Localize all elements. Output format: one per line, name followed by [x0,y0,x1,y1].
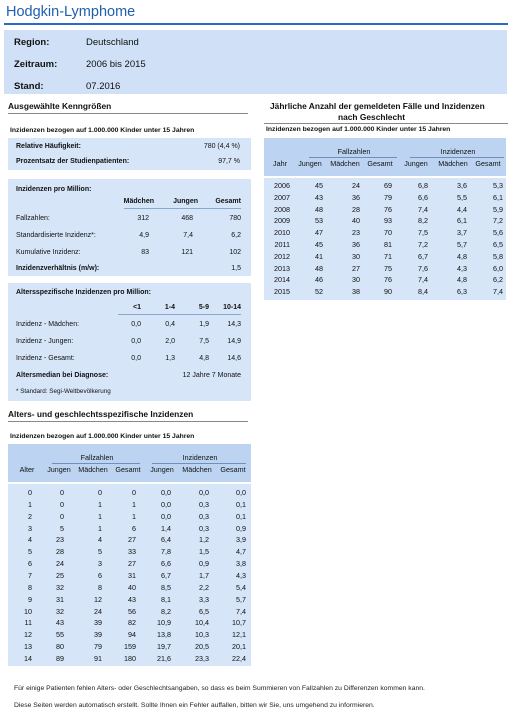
age-row-cell: 10,7 [232,618,246,628]
yearly-col-total-cases: Gesamt [367,159,393,168]
age-group-cases: Fallzahlen [80,453,114,462]
yearly-row-cell: 76 [384,275,392,285]
yearly-row-cell: 6,1 [457,216,467,226]
yearly-row-cell: 53 [315,216,323,226]
age-row-cell: 32 [56,582,64,592]
yearly-row-cell: 40 [352,216,360,226]
yearly-row-cell: 6,1 [493,192,503,202]
yearly-row-cell: 69 [384,181,392,190]
age-col-boys-cases: Jungen [47,465,71,474]
yearly-row-cell: 52 [315,287,323,297]
age-row-cell: 0,9 [236,523,246,533]
yearly-row-cell: 23 [352,228,360,238]
age-row-cell: 1 [98,523,102,533]
age-row-cell: 1,7 [199,570,209,580]
age-median-value: 12 Jahre 7 Monate [182,372,241,379]
age-col-boys-incidence: Jungen [150,465,174,474]
age-row-cell: 31 [128,570,136,580]
yearly-row-cell: 24 [352,181,360,190]
yearly-group-cases: Fallzahlen [337,147,371,156]
age-row-cell: 22,4 [232,653,246,663]
age-col-age: Alter [19,465,35,474]
age-row-cell: 4 [28,535,32,545]
age-row-cell: 55 [56,630,64,640]
age-row-cell: 19,7 [157,642,171,652]
yearly-cases-subtitle: Inzidenzen bezogen auf 1.000.000 Kinder unter 15 Jahren [266,126,451,133]
yearly-row-cell: 7,5 [418,228,428,238]
yearly-col-total-incidence: Gesamt [475,159,501,168]
age-row-cell: 0,3 [199,511,209,521]
header-info-panel [4,30,507,94]
age-incidence-total-label: Inzidenz - Gesamt: [16,355,75,362]
age-row-cell: 80 [56,642,64,652]
yearly-row-cell: 6,2 [493,275,503,285]
age-row-cell: 3,3 [199,594,209,604]
yearly-row-cell: 79 [384,192,392,202]
yearly-row-cell: 28 [352,204,360,214]
yearly-row-cell: 70 [384,228,392,238]
yearly-row-cell: 2008 [274,204,290,214]
age-row-cell: 0,9 [199,559,209,569]
age-row-cell: 1 [28,499,32,509]
age-row-cell: 10,4 [195,618,209,628]
age-row-cell: 8,2 [161,606,171,616]
age-incidence-girls-5-9: 1,9 [199,321,209,328]
incidence-per-million-box [8,179,251,276]
yearly-row-cell: 5,3 [493,181,503,190]
yearly-row-cell: 2010 [274,228,290,238]
age-row-cell: 10,3 [195,630,209,640]
yearly-row-cell: 7,6 [418,263,428,273]
yearly-row-cell: 2013 [274,263,290,273]
age-row-cell: 9 [28,594,32,604]
page-title: Hodgkin-Lymphome [6,4,136,20]
yearly-row-cell: 8,2 [418,216,428,226]
age-row-cell: 8 [28,582,32,592]
yearly-row-cell: 4,3 [457,263,467,273]
age-row-cell: 7 [28,570,32,580]
col-header-girls: Mädchen [123,198,154,205]
age-row-cell: 6,7 [161,570,171,580]
case-count-total: 780 [229,215,241,222]
age-incidence-total-under1: 0,0 [131,355,141,362]
yearly-row-cell: 4,8 [457,251,467,261]
cumulative-incidence-boys: 121 [181,249,193,256]
status-label: Stand: [14,81,44,92]
cumulative-incidence-label: Kumulative Inzidenz: [16,249,81,256]
yearly-row-cell: 2011 [274,240,290,249]
age-row-cell: 3 [28,523,32,533]
yearly-row-cell: 38 [352,287,360,297]
yearly-row-cell: 3,6 [457,181,467,190]
col-header-1-4: 1-4 [164,304,175,311]
yearly-row-cell: 47 [315,228,323,238]
yearly-row-cell: 6,8 [418,181,428,190]
age-row-cell: 12 [24,630,32,640]
yearly-row-cell: 46 [315,275,323,285]
yearly-row-cell: 5,9 [493,204,503,214]
age-row-cell: 4,3 [236,570,246,580]
age-row-cell: 0,1 [236,511,246,521]
period-label: Zeitraum: [14,59,58,70]
age-incidence-total-5-9: 4,8 [199,355,209,362]
yearly-row-cell: 7,4 [418,275,428,285]
age-incidence-total-10-14: 14,6 [227,355,241,362]
yearly-row-cell: 36 [352,240,360,249]
age-row-cell: 3 [98,559,102,569]
study-percentage-value: 97,7 % [218,158,240,165]
yearly-row-cell: 48 [315,263,323,273]
yearly-row-cell: 2014 [274,275,290,285]
age-row-cell: 94 [128,630,136,640]
age-specific-incidence-box [8,283,251,401]
yearly-row-cell: 2007 [274,192,290,202]
yearly-row-cell: 6,5 [493,240,503,249]
age-row-cell: 0,0 [161,499,171,509]
age-row-cell: 31 [56,594,64,604]
age-row-cell: 0 [132,488,136,497]
age-row-cell: 32 [56,606,64,616]
yearly-row-cell: 2009 [274,216,290,226]
age-row-cell: 8 [98,582,102,592]
age-sex-title: Alters- und geschlechtsspezifische Inzidenzen [8,409,194,419]
age-col-total-incidence: Gesamt [220,465,246,474]
age-row-cell: 56 [128,606,136,616]
col-header-boys: Jungen [173,198,198,205]
yearly-table-header [264,138,506,176]
age-row-cell: 20,5 [195,642,209,652]
age-median-label: Altersmedian bei Diagnose: [16,372,109,379]
yearly-col-girls-cases: Mädchen [330,159,360,168]
header-divider [124,208,241,209]
age-row-cell: 0 [60,511,64,521]
age-row-cell: 0,0 [161,488,171,497]
age-incidence-girls-10-14: 14,3 [227,321,241,328]
age-row-cell: 2,2 [199,582,209,592]
age-row-cell: 8,1 [161,594,171,604]
age-row-cell: 5,4 [236,582,246,592]
col-header-10-14: 10-14 [223,304,241,311]
yearly-row-cell: 6,6 [418,192,428,202]
age-col-total-cases: Gesamt [115,465,141,474]
age-row-cell: 24 [56,559,64,569]
age-row-cell: 7,8 [161,547,171,557]
yearly-row-cell: 5,8 [493,251,503,261]
yearly-row-cell: 3,7 [457,228,467,238]
age-row-cell: 0 [28,488,32,497]
age-row-cell: 6 [28,559,32,569]
age-row-cell: 20,1 [232,642,246,652]
case-count-label: Fallzahlen: [16,215,50,222]
yearly-row-cell: 5,6 [493,228,503,238]
age-row-cell: 180 [124,653,136,663]
age-row-cell: 6 [132,523,136,533]
age-row-cell: 1 [132,499,136,509]
age-row-cell: 25 [56,570,64,580]
yearly-row-cell: 4,4 [457,204,467,214]
age-row-cell: 159 [124,642,136,652]
status-value: 07.2016 [86,81,121,92]
age-row-cell: 27 [128,559,136,569]
yearly-row-cell: 30 [352,251,360,261]
age-row-cell: 3,8 [236,559,246,569]
age-row-cell: 6,6 [161,559,171,569]
age-row-cell: 0,3 [199,523,209,533]
yearly-row-cell: 30 [352,275,360,285]
age-incidence-total-1-4: 1,3 [165,355,175,362]
standardized-incidence-boys: 7,4 [183,232,193,239]
age-row-cell: 0 [98,488,102,497]
title-divider [4,23,508,25]
age-row-cell: 91 [94,653,102,663]
col-header-5-9: 5-9 [198,304,209,311]
col-header-total: Gesamt [215,198,241,205]
age-row-cell: 12 [94,594,102,604]
yearly-row-cell: 5,7 [457,240,467,249]
yearly-col-boys-cases: Jungen [298,159,322,168]
yearly-row-cell: 41 [315,251,323,261]
standardized-incidence-girls: 4,9 [139,232,149,239]
yearly-row-cell: 2012 [274,251,290,261]
age-group-divider-incidences [152,463,246,464]
age-row-cell: 0 [60,499,64,509]
yearly-row-cell: 48 [315,204,323,214]
age-row-cell: 82 [128,618,136,628]
age-row-cell: 40 [128,582,136,592]
age-row-cell: 21,6 [157,653,171,663]
age-row-cell: 33 [128,547,136,557]
region-value: Deutschland [86,37,139,48]
age-row-cell: 8,5 [161,582,171,592]
age-incidence-boys-under1: 0,0 [131,338,141,345]
yearly-cases-title-line2: nach Geschlecht [338,112,406,122]
incidence-per-million-title: Inzidenzen pro Million: [16,186,92,193]
incidence-ratio-label: Inzidenzverhältnis (m/w): [16,265,100,272]
age-row-cell: 4 [98,535,102,545]
cumulative-incidence-total: 102 [229,249,241,256]
age-row-cell: 1,5 [199,547,209,557]
age-row-cell: 1 [98,499,102,509]
age-row-cell: 6,5 [199,606,209,616]
yearly-cases-title-line1: Jährliche Anzahl der gemeldeten Fälle und Inzidenzen [270,101,485,111]
age-incidence-boys-10-14: 14,9 [227,338,241,345]
age-row-cell: 0,0 [161,511,171,521]
age-row-cell: 43 [128,594,136,604]
relative-frequency-label: Relative Häufigkeit: [16,143,81,150]
footer-note-1: Für einige Patienten fehlen Alters- oder Geschlechtsangaben, so dass es beim Summieren von Fallzahlen zu Differenzen kommen kann. [14,685,425,692]
yearly-row-cell: 2006 [274,181,290,190]
yearly-row-cell: 75 [384,263,392,273]
age-row-cell: 10,9 [157,618,171,628]
region-label: Region: [14,37,50,48]
age-table-header [8,444,251,482]
yearly-group-divider-cases [309,157,397,158]
standardized-incidence-total: 6,2 [231,232,241,239]
case-count-girls: 312 [137,215,149,222]
yearly-row-cell: 93 [384,216,392,226]
age-row-cell: 6,4 [161,535,171,545]
age-incidence-boys-5-9: 7,5 [199,338,209,345]
age-row-cell: 89 [56,653,64,663]
yearly-row-cell: 8,4 [418,287,428,297]
yearly-row-cell: 7,4 [493,287,503,297]
case-count-boys: 468 [181,215,193,222]
yearly-row-cell: 7,2 [418,240,428,249]
age-header-divider [118,314,241,315]
age-row-cell: 23 [56,535,64,545]
age-row-cell: 0 [60,488,64,497]
age-incidence-girls-1-4: 0,4 [165,321,175,328]
age-row-cell: 1,4 [161,523,171,533]
age-row-cell: 27 [128,535,136,545]
age-row-cell: 13 [24,642,32,652]
age-incidence-girls-label: Inzidenz - Mädchen: [16,321,80,328]
yearly-row-cell: 81 [384,240,392,249]
age-row-cell: 1,2 [199,535,209,545]
age-row-cell: 0,3 [199,499,209,509]
cumulative-incidence-girls: 83 [141,249,149,256]
yearly-row-cell: 2015 [274,287,290,297]
age-row-cell: 12,1 [232,630,246,640]
age-incidence-girls-under1: 0,0 [131,321,141,328]
key-figures-divider [8,113,248,114]
incidence-ratio-value: 1,5 [231,265,241,272]
age-row-cell: 5,7 [236,594,246,604]
yearly-row-cell: 4,8 [457,275,467,285]
yearly-row-cell: 36 [352,192,360,202]
age-row-cell: 4,7 [236,547,246,557]
yearly-row-cell: 71 [384,251,392,261]
age-row-cell: 28 [56,547,64,557]
yearly-row-cell: 7,4 [418,204,428,214]
yearly-col-girls-incidence: Mädchen [438,159,468,168]
yearly-group-incidences: Inzidenzen [440,147,476,156]
age-row-cell: 5 [98,547,102,557]
age-row-cell: 7,4 [236,606,246,616]
age-row-cell: 14 [24,653,32,663]
yearly-row-cell: 45 [315,181,323,190]
age-incidence-boys-label: Inzidenz - Jungen: [16,338,74,345]
age-row-cell: 23,3 [195,653,209,663]
age-row-cell: 0,1 [236,499,246,509]
yearly-row-cell: 6,0 [493,263,503,273]
age-col-girls-cases: Mädchen [78,465,108,474]
age-row-cell: 2 [28,511,32,521]
age-row-cell: 6 [98,570,102,580]
key-figures-title: Ausgewählte Kenngrößen [8,101,112,111]
key-figures-subtitle: Inzidenzen bezogen auf 1.000.000 Kinder unter 15 Jahren [10,127,195,134]
age-row-cell: 5 [60,523,64,533]
age-row-cell: 1 [132,511,136,521]
age-col-girls-incidence: Mädchen [182,465,212,474]
yearly-row-cell: 43 [315,192,323,202]
age-group-divider-cases [52,463,140,464]
yearly-row-cell: 90 [384,287,392,297]
age-row-cell: 43 [56,618,64,628]
relative-frequency-box [8,138,251,170]
age-row-cell: 11 [24,618,32,628]
standard-footnote: * Standard: Segi-Weltbevölkerung [16,388,111,395]
standardized-incidence-label: Standardisierte Inzidenz*: [16,232,96,239]
yearly-col-boys-incidence: Jungen [404,159,428,168]
age-row-cell: 39 [94,618,102,628]
age-sex-divider [8,421,248,422]
relative-frequency-value: 780 (4,4 %) [203,143,240,150]
yearly-row-cell: 6,7 [418,251,428,261]
age-row-cell: 10 [24,606,32,616]
yearly-row-cell: 6,3 [457,287,467,297]
yearly-row-cell: 7,2 [493,216,503,226]
age-row-cell: 0,0 [236,488,246,497]
yearly-group-divider-incidences [410,157,504,158]
age-row-cell: 13,8 [157,630,171,640]
age-row-cell: 1 [98,511,102,521]
yearly-row-cell: 27 [352,263,360,273]
age-row-cell: 5 [28,547,32,557]
age-sex-subtitle: Inzidenzen bezogen auf 1.000.000 Kinder unter 15 Jahren [10,433,195,440]
study-percentage-label: Prozentsatz der Studienpatienten: [16,158,130,165]
footer-note-2: Diese Seiten werden automatisch erstellt. Sollte Ihnen ein Fehler auffallen, bitten wir Sie, uns umgehend zu informieren. [14,702,375,709]
age-specific-title: Altersspezifische Inzidenzen pro Million: [16,289,151,296]
yearly-col-year: Jahr [273,159,287,168]
period-value: 2006 bis 2015 [86,59,146,70]
age-group-incidences: Inzidenzen [182,453,218,462]
age-row-cell: 3,9 [236,535,246,545]
yearly-cases-divider [264,123,508,124]
yearly-row-cell: 45 [315,240,323,249]
age-row-cell: 39 [94,630,102,640]
col-header-under1: <1 [133,304,141,311]
age-incidence-boys-1-4: 2,0 [165,338,175,345]
age-row-cell: 0,0 [199,488,209,497]
age-row-cell: 24 [94,606,102,616]
age-row-cell: 79 [94,642,102,652]
yearly-row-cell: 5,5 [457,192,467,202]
yearly-row-cell: 76 [384,204,392,214]
